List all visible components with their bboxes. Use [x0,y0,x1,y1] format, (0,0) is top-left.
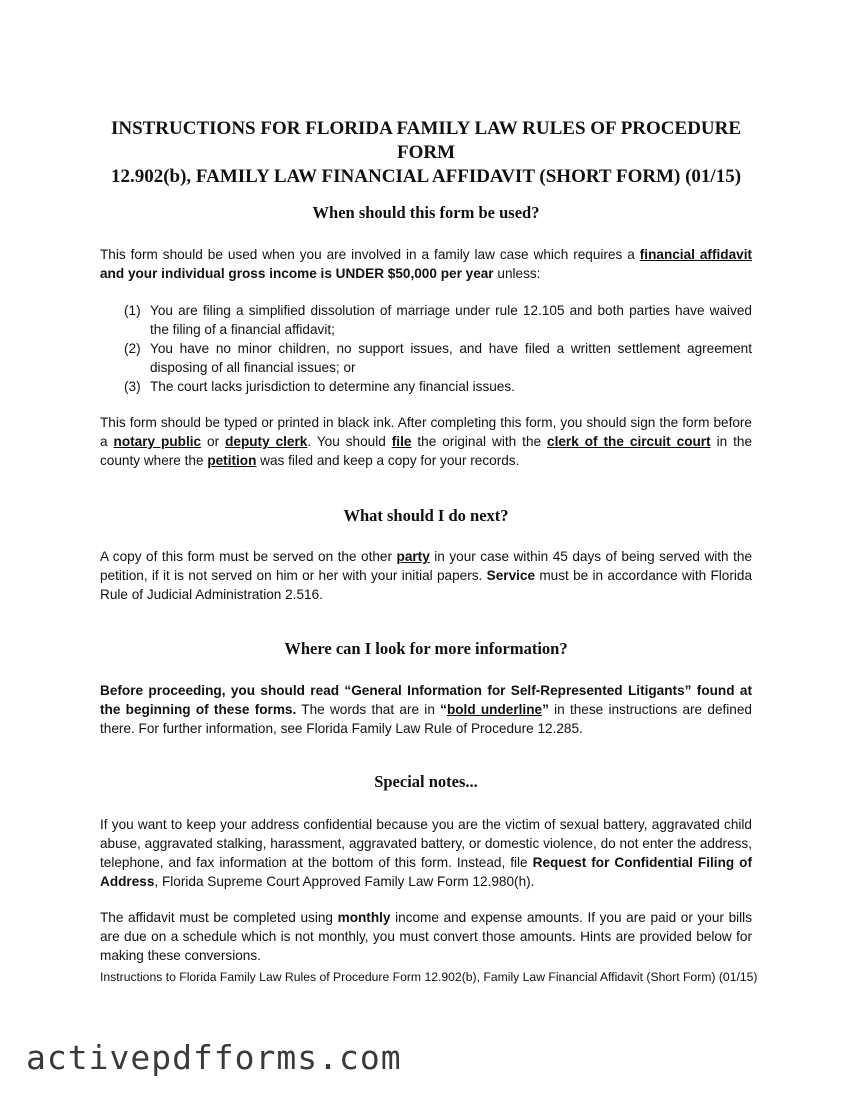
exceptions-list [100,301,752,396]
term-bold-underline: bold underline [446,702,543,717]
monthly-amounts-paragraph: The affidavit must be completed using monthly income and expense amounts. If you are paid or your bills are due on a schedule which is not monthly, you must convert those amounts. Hints are provided below for making these conversions. [100,910,753,963]
confidential-filing-form-name: Request for Confidential Filing of Address [100,855,753,889]
term-petition: petition [207,453,257,468]
title-line-2: 12.902(b), FAMILY LAW FINANCIAL AFFIDAVIT (SHORT FORM) (01/15) [110,166,742,187]
term-file: file [391,434,412,449]
confidential-address-paragraph: If you want to keep your address confidential because you are the victim of sexual battery, aggravated child abuse, aggravated stalking, harassment, aggravated battery, or domestic violence, do not enter the address, telephone, and fax information at the bottom of this form. Instead, file Request for Confidential Filing of Address, Florida Supreme Court Approved Family Law Form 12.980(h). [100,817,753,889]
list-item: (3) The court lacks jurisdiction to determine any financial issues. [124,379,515,394]
page-title [90,117,762,189]
filing-paragraph: This form should be typed or printed in black ink. After completing this form, you should sign the form before a notary public or deputy clerk. You should file the original with the clerk of the circuit court in the county where the petition was filed and keep a copy for your records. [100,415,753,468]
watermark: activepdfforms.com [26,1038,402,1077]
heading-more-info: Where can I look for more information? [284,639,568,658]
title-line-1: INSTRUCTIONS FOR FLORIDA FAMILY LAW RULES OF PROCEDURE FORM [110,118,742,163]
term-financial-affidavit: financial affidavit [639,247,752,262]
income-threshold: and your individual gross income is UNDER $50,000 per year [100,266,494,281]
list-item: (2) You have no minor children, no support issues, and have filed a written settlement agreement disposing of all financial issues; or [124,341,752,375]
heading-what-next: What should I do next? [343,506,509,525]
term-clerk-circuit-court: clerk of the circuit court [547,434,711,449]
monthly-term: monthly [337,910,391,925]
more-info-paragraph: Before proceeding, you should read “General Information for Self-Represented Litigants” found at the beginning of these forms. The words that are in “bold underline” in these instructions are defined there. For further information, see Florida Family Law Rule of Procedure 12.285. [100,683,752,736]
heading-special-notes: Special notes... [374,772,478,791]
term-notary-public: notary public [113,434,202,449]
term-deputy-clerk: deputy clerk [225,434,308,449]
term-party: party [396,549,430,564]
heading-when-used: When should this form be used? [312,203,540,222]
service-paragraph: A copy of this form must be served on the other party in your case within 45 days of being served with the petition, if it is not served on him or her with your initial papers. Service must be in accordance with Florida Rule of Judicial Administration 2.516. [100,549,753,602]
service-term: Service [486,568,536,583]
list-item: (1) You are filing a simplified dissolution of marriage under rule 12.105 and both parties have waived the filing of a financial affidavit; [124,303,752,337]
intro-paragraph: This form should be used when you are involved in a family law case which requires a financial affidavit and your individual gross income is UNDER $50,000 per year unless: [100,247,752,281]
page-footer: Instructions to Florida Family Law Rules of Procedure Form 12.902(b), Family Law Financial Affidavit (Short Form) (01/15) [100,970,758,984]
